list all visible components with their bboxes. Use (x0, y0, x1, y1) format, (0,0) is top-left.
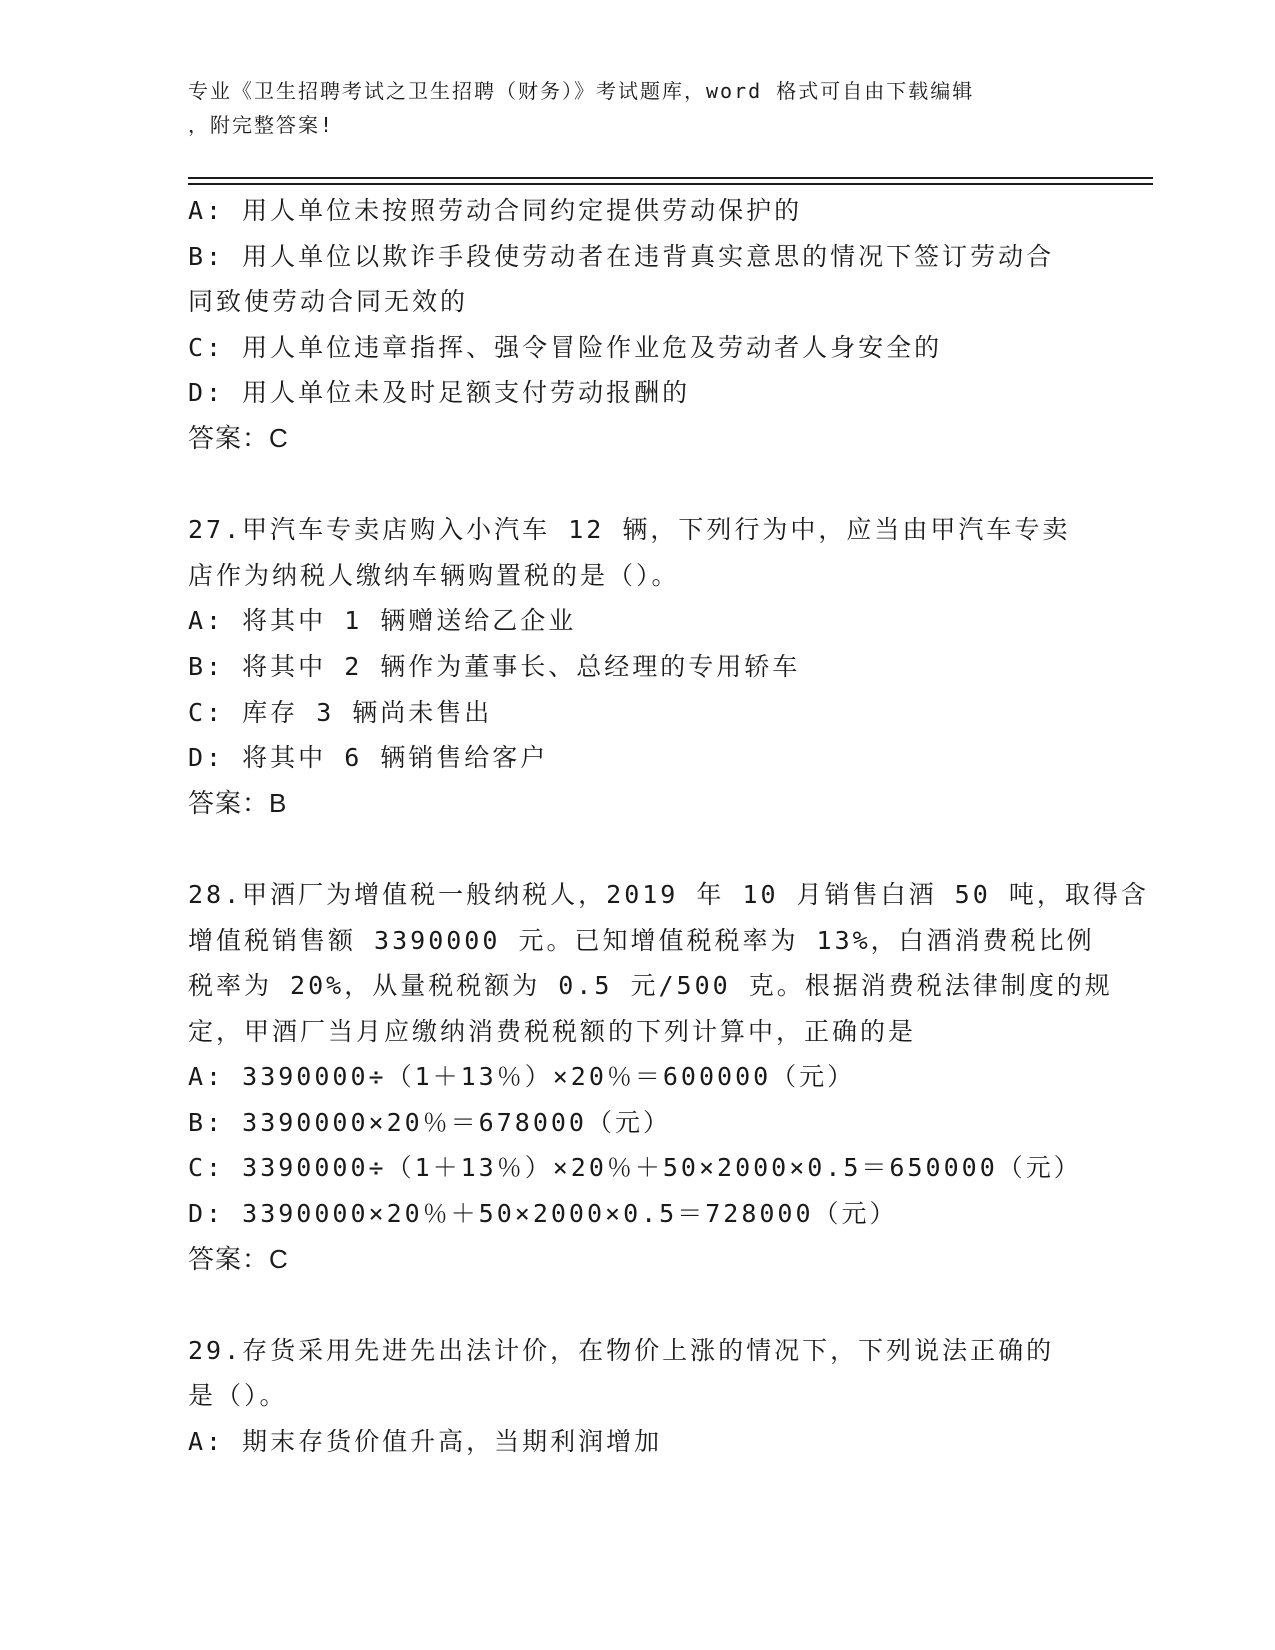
option-b-line-2: 同致使劳动合同无效的 (188, 287, 469, 317)
question-stem-line-4: 定，甲酒厂当月应缴纳消费税税额的下列计算中，正确的是 (188, 1016, 917, 1046)
answer: 答案：B (188, 787, 288, 818)
option-a: A: 将其中 1 辆赠送给乙企业 (188, 606, 577, 636)
answer: 答案：C (188, 422, 289, 453)
question-26 (188, 188, 1088, 462)
question-stem-line-2: 增值税销售额 3390000 元。已知增值税税率为 13%，白酒消费税比例 (188, 925, 1095, 955)
question-stem-line-1: 27.甲汽车专卖店购入小汽车 12 辆，下列行为中，应当由甲汽车专卖 (188, 515, 1071, 545)
question-list (188, 188, 1149, 1465)
spacer (188, 1282, 1088, 1328)
spacer (188, 826, 1088, 872)
option-d: D: 将其中 6 辆销售给客户 (188, 743, 549, 773)
spacer (188, 462, 1088, 508)
header-line-1: 专业《卫生招聘考试之卫生招聘（财务）》考试题库，word 格式可自由下载编辑 (188, 79, 975, 103)
question-28 (188, 872, 1149, 1282)
question-stem-line-3: 税率为 20%，从量税税额为 0.5 元/500 克。根据消费税法律制度的规 (188, 971, 1113, 1001)
option-a: A: 用人单位未按照劳动合同约定提供劳动保护的 (188, 196, 803, 225)
question-stem-line-2: 店作为纳税人缴纳车辆购置税的是（）。 (188, 560, 680, 590)
option-a: A: 期末存货价值升高，当期利润增加 (188, 1427, 663, 1457)
option-a: A: 3390000÷（1＋13％）×20％＝600000（元） (188, 1062, 856, 1092)
option-b: B: 将其中 2 辆作为董事长、总经理的专用轿车 (188, 651, 801, 681)
option-c: C: 3390000÷（1＋13％）×20％＋50×2000×0.5＝650000（元） (188, 1153, 1082, 1183)
answer: 答案：C (188, 1243, 289, 1274)
question-stem-line-1: 28.甲酒厂为增值税一般纳税人，2019 年 10 月销售白酒 50 吨，取得含 (188, 879, 1149, 909)
option-d: D: 3390000×20％＋50×2000×0.5＝728000（元） (188, 1199, 898, 1229)
option-c: C: 用人单位违章指挥、强令冒险作业危及劳动者人身安全的 (188, 332, 943, 362)
header-divider-bottom (188, 183, 1153, 185)
question-stem-line-1: 29.存货采用先进先出法计价，在物价上涨的情况下，下列说法正确的 (188, 1335, 1055, 1365)
header-divider-top (188, 177, 1153, 179)
question-27 (188, 507, 1088, 826)
header-line-2: ，附完整答案! (188, 113, 335, 137)
option-b-line-1: B: 用人单位以欺诈手段使劳动者在违背真实意思的情况下签订劳动合 (188, 241, 1055, 271)
option-c: C: 库存 3 辆尚未售出 (188, 697, 493, 727)
document-header (188, 74, 1078, 142)
question-29 (188, 1328, 1088, 1465)
question-stem-line-2: 是（）。 (188, 1381, 288, 1411)
option-b: B: 3390000×20％＝678000（元） (188, 1107, 671, 1137)
option-d: D: 用人单位未及时足额支付劳动报酬的 (188, 378, 691, 408)
